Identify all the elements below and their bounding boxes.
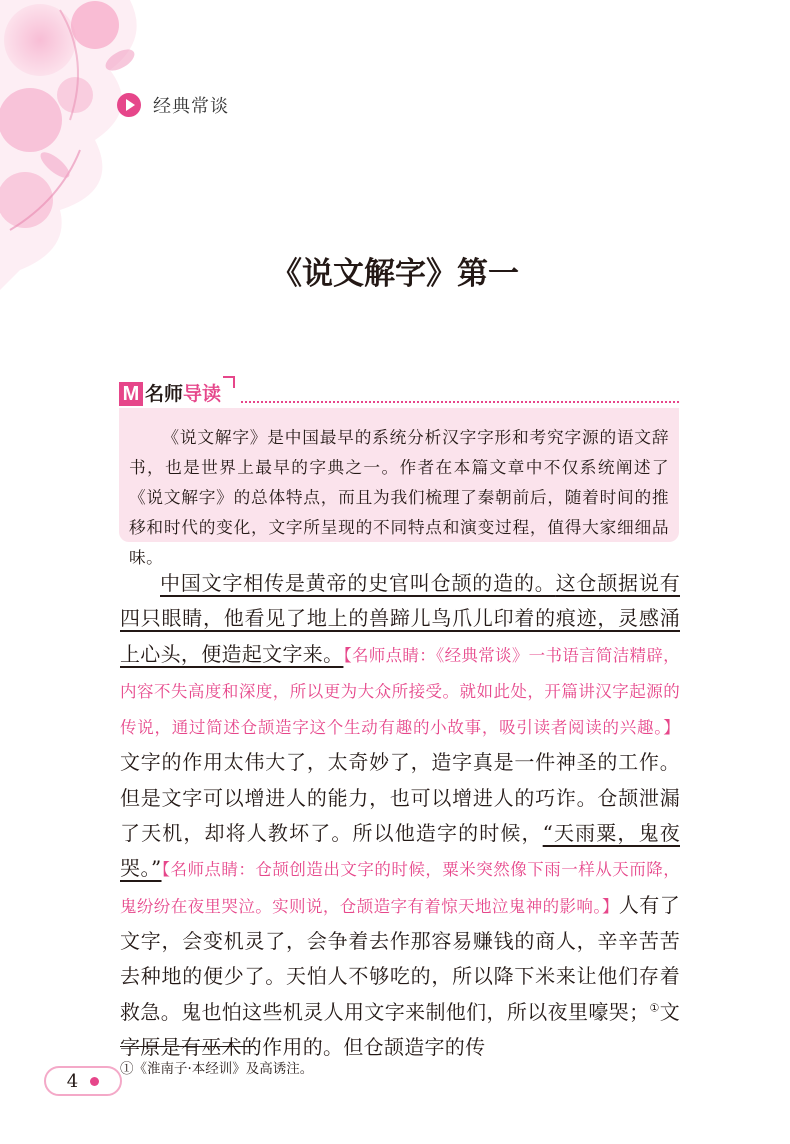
chapter-title: 《说文解字》第一: [271, 256, 519, 292]
m-badge-icon: M: [119, 382, 143, 406]
dot-icon: [90, 1077, 99, 1086]
teacher-note: 【名师点睛：仓颉创造出文字的时候，粟米突然像下雨一样从天而降，鬼纷纷在夜里哭泣。实则说，仓颉造字有着惊天地泣鬼神的影响。】: [120, 860, 680, 916]
guide-label-black: 名师: [145, 384, 184, 405]
footnote-rule: [120, 1046, 255, 1047]
footnote-marker[interactable]: ①: [649, 1000, 660, 1014]
teacher-note: 【名师点睛：《经典常谈》一书语言简洁精辟，内容不失高度和深度，所以更为大众所接受。就如此处，开篇讲汉字起源的传说，通过简述仓颉造字这个生动有趣的小故事，吸引读者阅读的兴趣。】: [120, 645, 680, 738]
body-text: [120, 566, 680, 1065]
underlined-text: 这仓颉据说有四只眼睛，他看见了地上的兽蹄儿鸟爪儿印着的痕迹，灵感涌上心头，便造起文字来。: [120, 571, 680, 666]
page-badge: [44, 1066, 122, 1096]
play-circle-icon: [117, 93, 141, 117]
body-segment: 文字原是有巫术的作用的。但仓颉造字的传: [120, 999, 680, 1059]
dotted-divider: [241, 401, 679, 403]
footnote: ①《淮南子·本经训》及高诱注。: [120, 1061, 314, 1077]
guide-label-pink: 导读: [183, 384, 222, 405]
underlined-text: 中国文字相传是黄帝的史官叫仓颉的造的。: [160, 571, 556, 595]
page-number: 4: [66, 1070, 79, 1092]
body-paragraph: [120, 566, 680, 1065]
guide-header: [119, 378, 679, 406]
section-label: [117, 92, 229, 118]
underlined-quote: “天雨粟，鬼夜哭。”: [120, 821, 680, 881]
guide-text: 《说文解字》是中国最早的系统分析汉字字形和考究字源的语文辞书，也是世界上最早的字典之一。作者在本篇文章中不仅系统阐述了《说文解字》的总体特点，而且为我们梳理了秦朝前后，随着时间的推移和时代的变化，文字所呈现的不同特点和演变过程，值得大家细细品味。: [129, 427, 669, 567]
body-segment: 文字的作用太伟大了，太奇妙了，造字真是一件神圣的工作。但是文字可以增进人的能力，也可以增进人的巧诈。仓颉泄漏了天机，却将人教坏了。所以他造字的时候，: [120, 750, 680, 846]
floral-decoration: [0, 0, 170, 290]
guide-box: [119, 408, 679, 567]
section-title: 经典常谈: [153, 96, 229, 117]
body-segment: 人有了文字，会变机灵了，会争着去作那容易赚钱的商人，辛辛苦苦去种地的便少了。天怕人不够吃的，所以降下米来让他们存着救急。鬼也怕这些机灵人用文字来制他们，所以夜里嚎哭；: [120, 892, 680, 1024]
corner-bracket-icon: [223, 376, 235, 388]
